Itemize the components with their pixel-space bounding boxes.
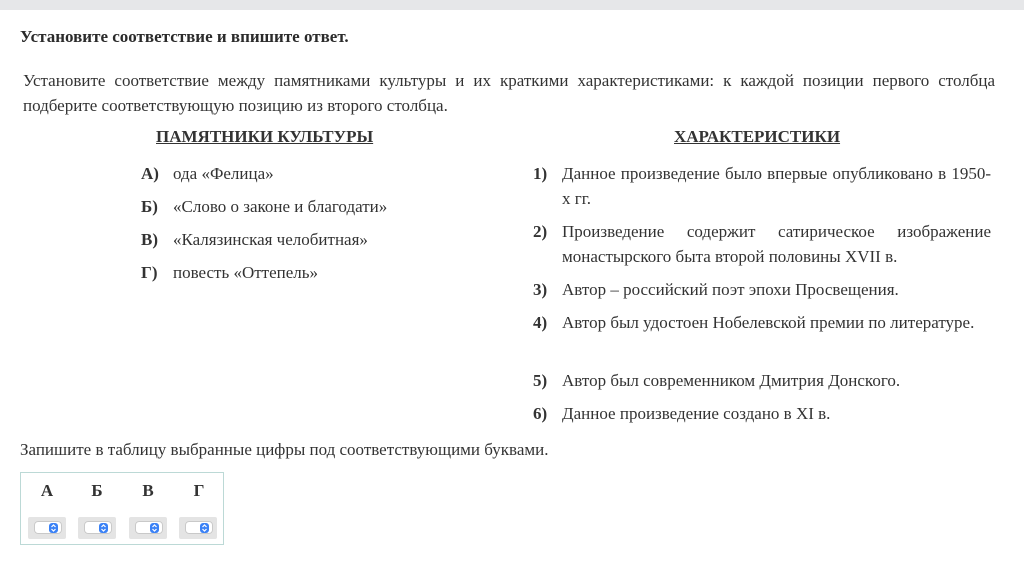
monument-key: Б): [141, 197, 158, 216]
column-title-characteristics: ХАРАКТЕРИСТИКИ: [674, 127, 841, 146]
characteristic-key: 1): [533, 164, 548, 183]
answer-select-b[interactable]: [78, 517, 116, 539]
monument-item: [141, 260, 441, 285]
answer-column-header: А: [40, 481, 54, 500]
answer-select-a[interactable]: [28, 517, 66, 539]
characteristic-text: Данное произведение создано в XI в.: [562, 404, 831, 423]
monument-key: В): [141, 230, 158, 249]
characteristic-text: Автор – российский поэт эпохи Просвещения.: [562, 280, 899, 299]
monument-text: ода «Фелица»: [173, 164, 274, 183]
select-field[interactable]: [185, 521, 213, 534]
answer-column-header: В: [142, 481, 154, 500]
chevron-updown-icon: [49, 523, 58, 533]
monument-text: «Калязинская челобитная»: [173, 230, 368, 249]
monument-text: повесть «Оттепель»: [173, 263, 319, 282]
task-description: Установите соответствие между памятниками культуры и их краткими характеристиками: к каждой позиции первого столбца подберите соответствующую позицию из второго столбца.: [23, 71, 995, 115]
characteristic-key: 5): [533, 371, 548, 390]
monument-text: «Слово о законе и благодати»: [173, 197, 388, 216]
characteristic-item: [533, 219, 991, 269]
characteristic-text: Произведение содержит сатирическое изображение монастырского быта второй половины XVII в.: [562, 222, 991, 266]
monument-key: А): [141, 164, 159, 183]
top-bar: [0, 0, 1024, 10]
monument-key: Г): [141, 263, 158, 282]
characteristic-item: [533, 161, 991, 211]
answer-instruction: Запишите в таблицу выбранные цифры под соответствующими буквами.: [20, 440, 549, 459]
monument-item: [141, 227, 441, 252]
task-heading: Установите соответствие и впишите ответ.: [20, 27, 349, 46]
characteristic-key: 4): [533, 313, 548, 332]
column-title-monuments: ПАМЯТНИКИ КУЛЬТУРЫ: [156, 127, 374, 146]
select-field[interactable]: [34, 521, 62, 534]
characteristic-item: [533, 401, 991, 426]
monument-item: [141, 194, 441, 219]
answer-select-g[interactable]: [179, 517, 217, 539]
select-field[interactable]: [135, 521, 163, 534]
characteristic-text: Автор был современником Дмитрия Донского.: [562, 371, 901, 390]
chevron-updown-icon: [200, 523, 209, 533]
monument-item: [141, 161, 441, 186]
characteristic-text: Данное произведение было впервые опубликовано в 1950-х гг.: [562, 164, 991, 208]
chevron-updown-icon: [99, 523, 108, 533]
characteristic-key: 6): [533, 404, 548, 423]
answer-column-header: Г: [193, 481, 205, 500]
characteristic-key: 3): [533, 280, 548, 299]
select-field[interactable]: [84, 521, 112, 534]
characteristic-text: Автор был удостоен Нобелевской премии по литературе.: [562, 313, 975, 332]
chevron-updown-icon: [150, 523, 159, 533]
answer-select-v[interactable]: [129, 517, 167, 539]
characteristic-item: [533, 277, 991, 302]
characteristic-key: 2): [533, 222, 548, 241]
answer-column-header: Б: [91, 481, 103, 500]
answer-table: [20, 472, 224, 545]
characteristic-item: [533, 310, 991, 360]
characteristic-item: [533, 368, 991, 393]
